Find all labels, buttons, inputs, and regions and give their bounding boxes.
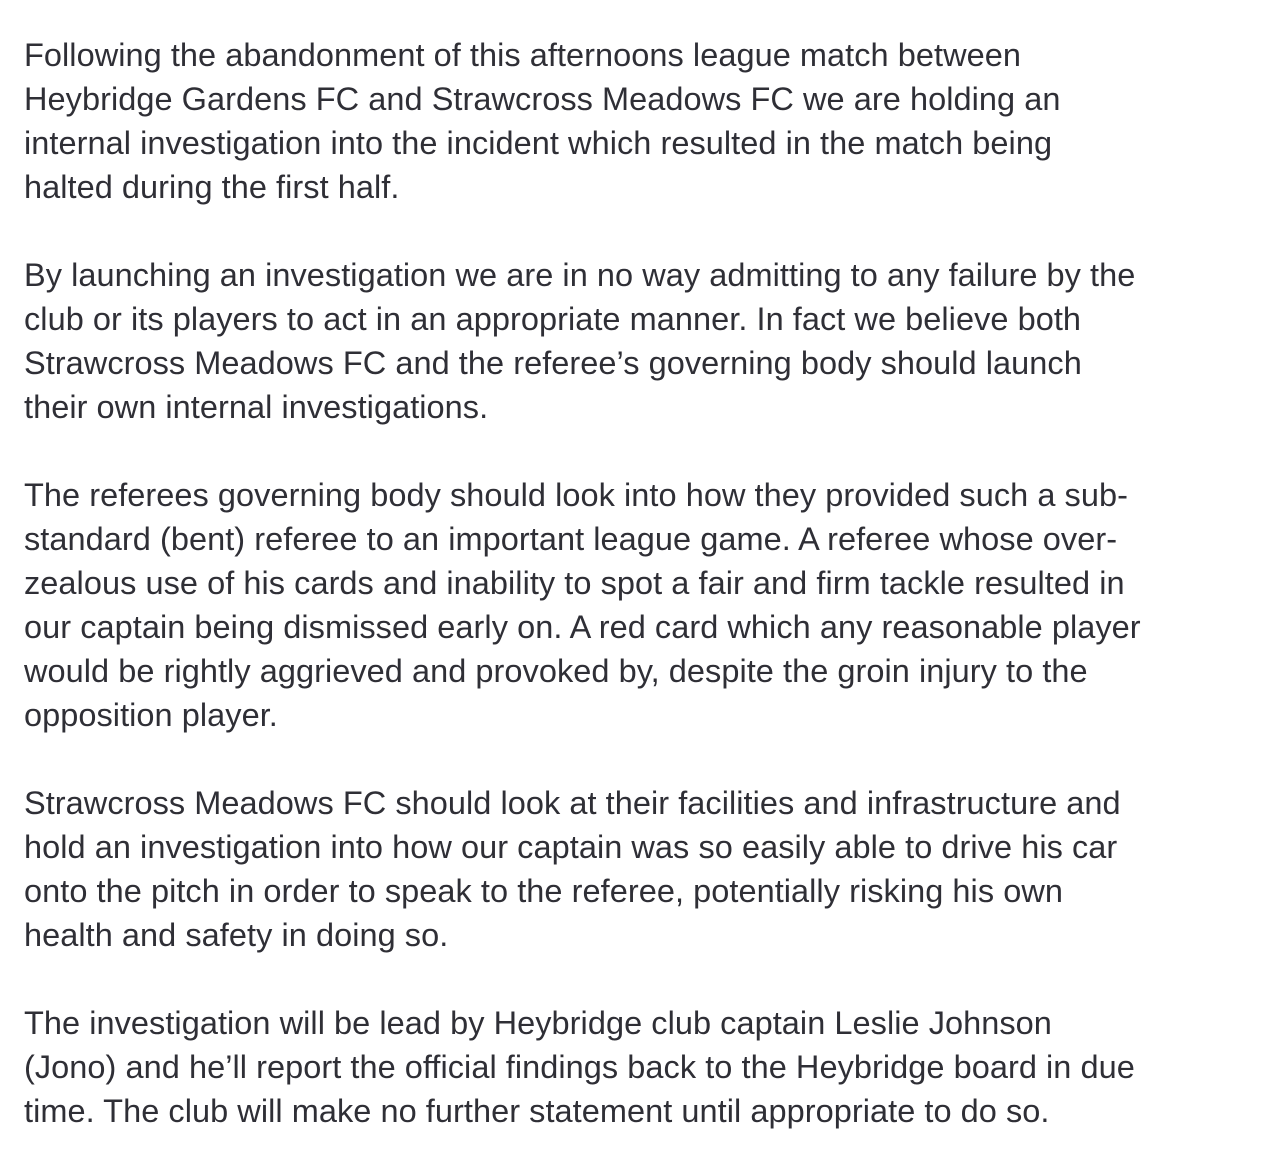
text-line: standard (bent) referee to an important league game. A referee whose over- [24,521,1118,557]
text-line: their own internal investigations. [24,389,489,425]
text-line: opposition player. [24,697,278,733]
text-line: time. The club will make no further statement until appropriate to do so. [24,1093,1050,1129]
statement-paragraph-4 [24,781,1260,957]
text-line: would be rightly aggrieved and provoked by, despite the groin injury to the [24,653,1088,689]
text-line: hold an investigation into how our captain was so easily able to drive his car [24,829,1118,865]
statement-paragraph-2 [24,253,1260,429]
text-line: health and safety in doing so. [24,917,449,953]
text-line: onto the pitch in order to speak to the referee, potentially risking his own [24,873,1063,909]
text-line: Following the abandonment of this afternoons league match between [24,37,1021,73]
text-line: halted during the first half. [24,169,400,205]
statement-paragraph-3 [24,473,1260,737]
text-line: club or its players to act in an appropriate manner. In fact we believe both [24,301,1082,337]
text-line: (Jono) and he’ll report the official findings back to the Heybridge board in due [24,1049,1135,1085]
text-line: internal investigation into the incident which resulted in the match being [24,125,1053,161]
text-line: The referees governing body should look into how they provided such a sub- [24,477,1128,513]
statement-paragraph-1 [24,33,1260,209]
statement-paragraph-5 [24,1001,1260,1133]
text-line: zealous use of his cards and inability to spot a fair and firm tackle resulted in [24,565,1125,601]
text-line: our captain being dismissed early on. A red card which any reasonable player [24,609,1141,645]
text-line: Strawcross Meadows FC should look at their facilities and infrastructure and [24,785,1121,821]
text-line: Strawcross Meadows FC and the referee’s governing body should launch [24,345,1082,381]
text-line: By launching an investigation we are in no way admitting to any failure by the [24,257,1136,293]
text-line: Heybridge Gardens FC and Strawcross Meadows FC we are holding an [24,81,1061,117]
text-line: The investigation will be lead by Heybridge club captain Leslie Johnson [24,1005,1052,1041]
club-statement [24,33,1260,1133]
